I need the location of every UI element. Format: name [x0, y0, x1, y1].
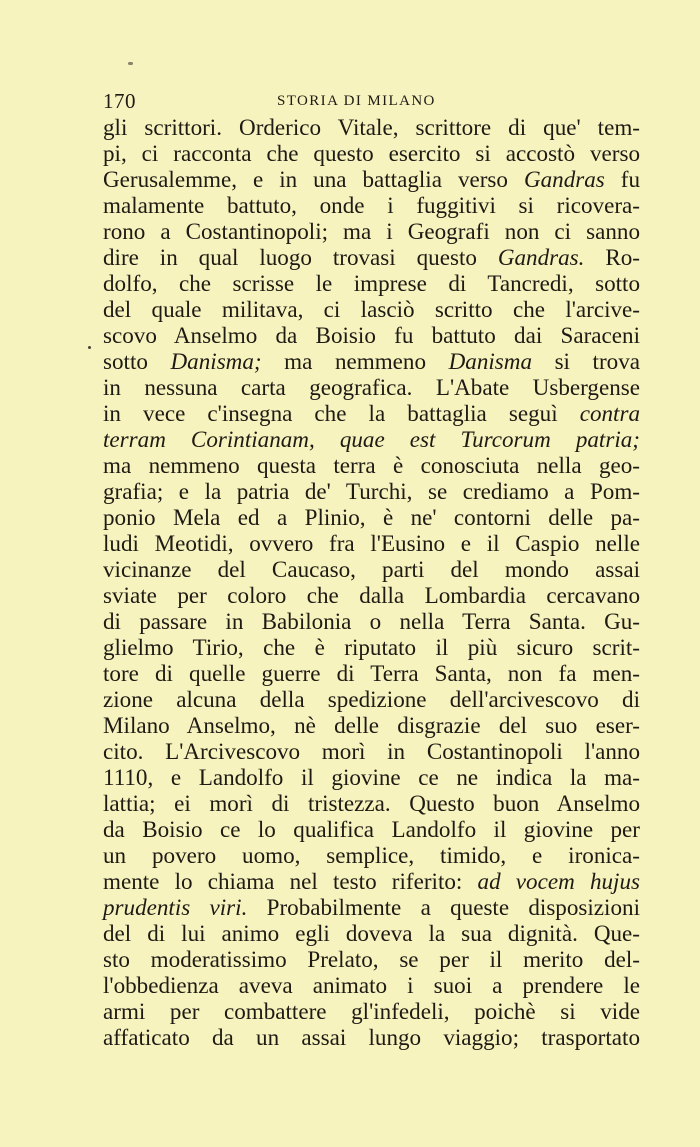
text-line	[103, 374, 640, 400]
page-body-text	[103, 114, 640, 1050]
running-head: STORIA DI MILANO	[277, 93, 436, 109]
text-segment: gli scrittori. Orderico Vitale, scrittore di que' tem-	[103, 114, 640, 140]
text-segment: in vece c'insegna che la battaglia seguì	[103, 400, 580, 426]
text-line	[103, 166, 640, 192]
text-segment: zione alcuna della spedizione dell'arcivescovo di	[103, 686, 640, 712]
text-line	[103, 790, 640, 816]
text-segment: ludi Meotidi, ovvero fra l'Eusino e il Caspio nelle	[103, 530, 640, 556]
text-segment: lattia; ei morì di tristezza. Questo buon Anselmo	[103, 790, 640, 816]
text-segment: in nessuna carta geografica. L'Abate Usbergense	[103, 374, 640, 400]
text-line	[103, 244, 640, 270]
text-line	[103, 478, 640, 504]
text-line	[103, 426, 640, 452]
italic-text-segment: Gandras.	[497, 244, 585, 270]
text-segment: malamente battuto, onde i fuggitivi si ricovera-	[103, 192, 640, 218]
text-line	[103, 842, 640, 868]
text-line	[103, 270, 640, 296]
text-line	[103, 530, 640, 556]
text-line	[103, 1024, 640, 1050]
text-line	[103, 322, 640, 348]
text-segment: scovo Anselmo da Boisio fu battuto dai Saraceni	[103, 322, 640, 348]
text-line	[103, 920, 640, 946]
text-line	[103, 556, 640, 582]
text-line	[103, 296, 640, 322]
text-line	[103, 660, 640, 686]
text-line	[103, 634, 640, 660]
text-segment: affaticato da un assai lungo viaggio; trasportato	[103, 1024, 640, 1050]
text-line	[103, 192, 640, 218]
text-line	[103, 972, 640, 998]
text-segment: del quale militava, ci lasciò scritto che l'arcive-	[103, 296, 640, 322]
text-segment: Gerusalemme, e in una battaglia verso	[103, 166, 524, 192]
text-line	[103, 218, 640, 244]
text-line	[103, 114, 640, 140]
text-segment: pi, ci racconta che questo esercito si accostò verso	[103, 140, 640, 166]
text-segment: vicinanze del Caucaso, parti del mondo assai	[103, 556, 640, 582]
text-segment: ma nemmeno questa terra è conosciuta nella geo-	[103, 452, 640, 478]
margin-mark	[88, 346, 91, 349]
text-segment: dire in qual luogo trovasi questo	[103, 244, 498, 270]
text-segment: cito. L'Arcivescovo morì in Costantinopoli l'anno	[103, 738, 640, 764]
italic-text-segment: terram Corintianam, quae est Turcorum patria;	[103, 426, 640, 452]
text-segment: 1110, e Landolfo il giovine ce ne indica la ma-	[103, 764, 640, 790]
text-segment: dolfo, che scrisse le imprese di Tancredi, sotto	[103, 270, 640, 296]
italic-text-segment: Danisma	[448, 348, 532, 374]
text-segment: sto moderatissimo Prelato, se per il merito del-	[103, 946, 640, 972]
text-segment: tore di quelle guerre di Terra Santa, non fa men-	[103, 660, 640, 686]
text-segment: l'obbedienza aveva animato i suoi a prendere le	[103, 972, 640, 998]
text-line	[103, 816, 640, 842]
text-segment: sviate per coloro che dalla Lombardia cercavano	[103, 582, 640, 608]
text-line	[103, 764, 640, 790]
text-segment: sotto	[103, 348, 171, 374]
page-header	[103, 89, 640, 113]
text-segment: Probabilmente a queste disposizioni	[247, 894, 640, 920]
text-line	[103, 504, 640, 530]
text-line	[103, 452, 640, 478]
text-segment: grafia; e la patria de' Turchi, se crediamo a Pom-	[103, 478, 640, 504]
text-segment: armi per combattere gl'infedeli, poichè si vide	[103, 998, 640, 1024]
text-segment: glielmo Tirio, che è riputato il più sicuro scrit-	[103, 634, 640, 660]
text-segment: un povero uomo, semplice, timido, e ironica-	[103, 842, 640, 868]
text-line	[103, 348, 640, 374]
text-line	[103, 140, 640, 166]
text-segment: si trova	[532, 348, 640, 374]
italic-text-segment: ad vocem hujus	[477, 868, 640, 894]
italic-text-segment: Danisma;	[170, 348, 262, 374]
text-segment: ma nemmeno	[261, 348, 449, 374]
text-segment: rono a Costantinopoli; ma i Geografi non ci sanno	[103, 218, 640, 244]
text-line	[103, 712, 640, 738]
text-segment: del di lui animo egli doveva la sua dignità. Que-	[103, 920, 640, 946]
text-segment: di passare in Babilonia o nella Terra Santa. Gu-	[103, 608, 640, 634]
text-line	[103, 946, 640, 972]
italic-text-segment: prudentis viri.	[103, 894, 248, 920]
text-line	[103, 738, 640, 764]
text-line	[103, 686, 640, 712]
text-segment: ponio Mela ed a Plinio, è ne' contorni delle pa-	[103, 504, 640, 530]
text-line	[103, 400, 640, 426]
text-line	[103, 608, 640, 634]
text-segment: Ro-	[584, 244, 640, 270]
text-line	[103, 582, 640, 608]
text-line	[103, 998, 640, 1024]
text-segment: mente lo chiama nel testo riferito:	[103, 868, 478, 894]
page-number: 170	[103, 89, 136, 113]
text-line	[103, 894, 640, 920]
italic-text-segment: contra	[579, 400, 640, 426]
text-segment: fu	[604, 166, 641, 192]
italic-text-segment: Gandras	[523, 166, 605, 192]
text-segment: Milano Anselmo, nè delle disgrazie del suo eser-	[103, 712, 640, 738]
print-speck	[128, 62, 133, 65]
text-line	[103, 868, 640, 894]
text-segment: da Boisio ce lo qualifica Landolfo il giovine per	[103, 816, 640, 842]
